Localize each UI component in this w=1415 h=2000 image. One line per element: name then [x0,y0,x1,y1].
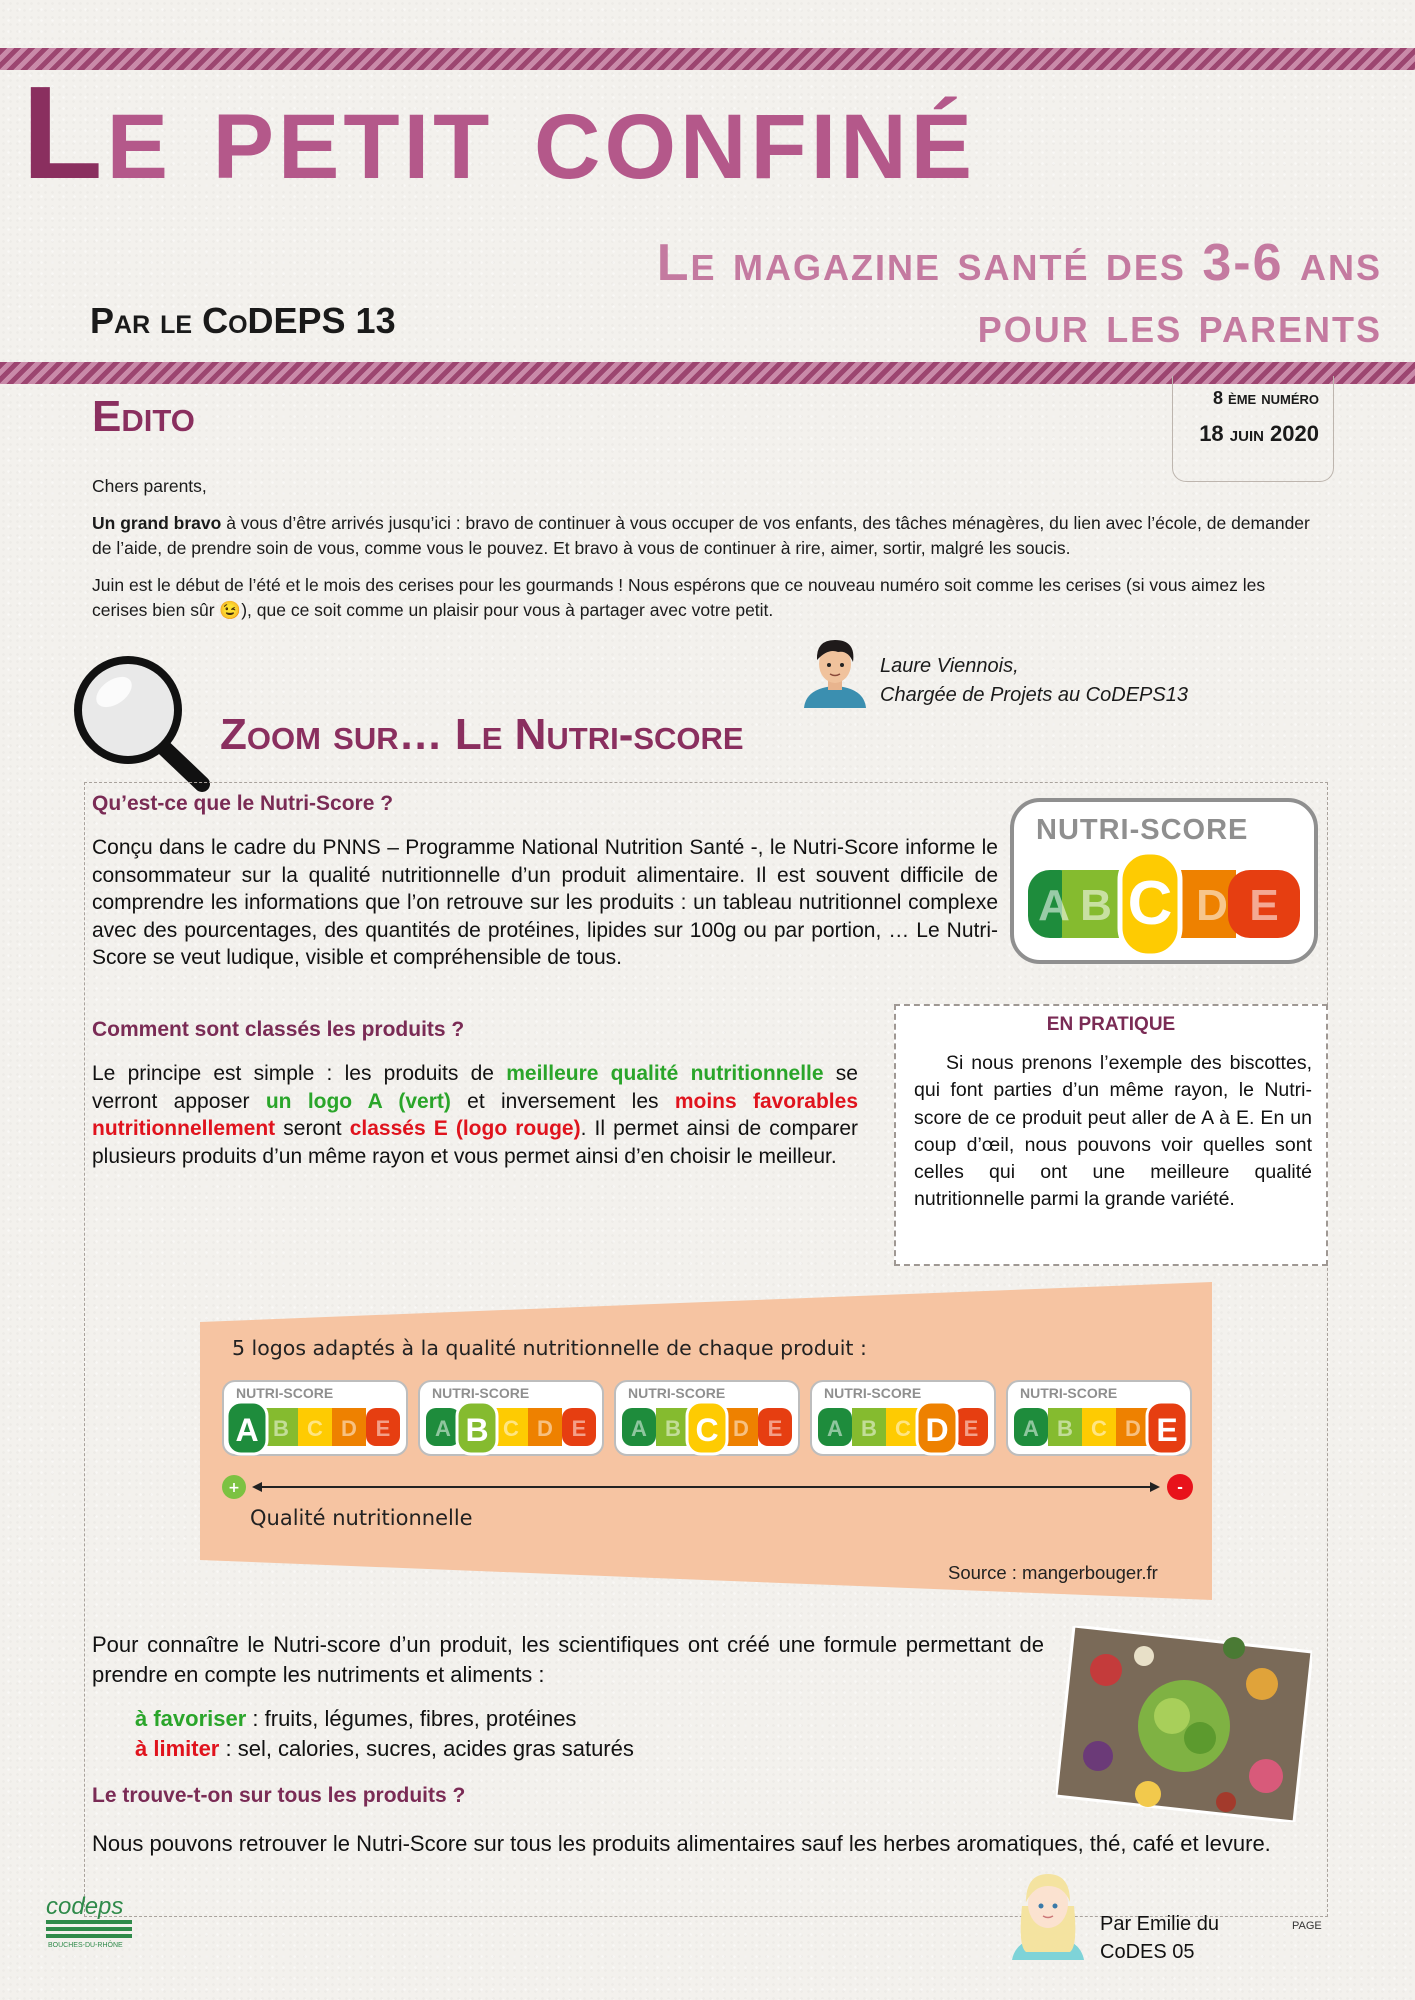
svg-text:B: B [1080,881,1112,930]
panel-title: 5 logos adaptés à la qualité nutritionnelle de chaque produit : [232,1336,867,1360]
wink-emoji: 😉 [219,600,242,620]
svg-text:D: D [1196,881,1228,930]
quality-axis-label: Qualité nutritionnelle [250,1506,473,1530]
en-pratique-box [894,1004,1328,1266]
nutriscore-scale-graphic [1024,846,1306,958]
svg-text:E: E [1249,881,1279,930]
question-availability: Le trouve-t-on sur tous les produits ? [92,1784,466,1807]
magnifier-icon [68,652,210,792]
availability-text: Nous pouvons retrouver le Nutri-Score sur tous les produits alimentaires sauf les herbes aromatiques, thé, café et levure. [92,1831,1271,1856]
magazine-title: Le petit confiné [22,59,977,206]
author-avatar-icon [800,634,870,708]
mini-logo-letter: A [435,1416,451,1441]
list-limiter: à limiter : sel, calories, sucres, acides gras saturés [135,1736,634,1761]
mini-logo-letter: A [1023,1416,1039,1441]
en-pratique-title: EN PRATIQUE [1046,1014,1176,1035]
mini-logo-letter: D [925,1412,949,1448]
issue-number: 8 ème numéro [1213,388,1319,408]
edito-greeting: Chers parents, [92,476,207,496]
quality-axis [212,1472,1202,1502]
mini-logo-letter: D [1125,1416,1141,1441]
mini-logo-label: NUTRI-SCORE [1020,1385,1118,1401]
mini-logo-letter: C [695,1412,719,1448]
mini-logo-letter: D [341,1416,357,1441]
issue-info [1172,376,1334,482]
mini-logo-label: NUTRI-SCORE [432,1385,530,1401]
nutriscore-highlight-letter: C [1127,869,1173,938]
mini-logo-letter: E [963,1416,979,1441]
edito-title: Edito [92,392,195,441]
question-what-is-nutriscore: Qu’est-ce que le Nutri-Score ? [92,792,394,815]
issue-date: 18 juin 2020 [1199,421,1319,446]
edito-signature: Laure Viennois, Chargée de Projets au CoDEPS13 [880,655,1188,706]
mini-logo-letter: E [1156,1412,1178,1448]
nutriscore-logo-d [810,1380,998,1458]
nutriscore-logo-c [614,1380,802,1458]
mini-logo-letter: E [375,1416,391,1441]
nutriscore-definition: Conçu dans le cadre du PNNS – Programme National Nutrition Santé -, le Nutri-Score informe le consommateur sur la qualité nutritionnelle d’un produit alimentaire. Il est souvent difficile de comprendre les informations que l’on retrouve sur les produits : un tableau nutritionnel complexe avec des pourcentages, des quantités de protéines, lipides sur 100g ou par portion, … Le Nutri-Score se veut ludique, visible et compréhensible de tous. [92,836,998,969]
en-pratique-text: Si nous prenons l’exemple des biscottes, qui font parties d’un même rayon, le Nutri-score de ce produit peut aller de A à E. En un coup d’œil, nous pouvons voir quelles sont celles qui ont une meilleure qualité nutritionnelle parmi la grande variété. [914,1052,1312,1211]
mini-logo-letter: B [665,1416,681,1441]
mini-logo-letter: E [571,1416,587,1441]
mini-logo-letter: E [767,1416,783,1441]
author-avatar-female-icon [1008,1866,1088,1960]
question-classification: Comment sont classés les produits ? [92,1018,465,1041]
mini-logo-label: NUTRI-SCORE [628,1385,726,1401]
classification-text: Le principe est simple : les produits de meilleure qualité nutritionnelle se verront apposer un logo A (vert) et inversement les moins favorables nutritionnellement seront classés E (logo rouge). Il permet ainsi de comparer plusieurs produits d’un même rayon et vous permet ainsi d’en choisir le meilleur. [92,1062,859,1168]
nutriscore-logo-c [1010,798,1318,964]
mini-logo-letter: D [537,1416,553,1441]
svg-text:codeps: codeps [46,1893,124,1920]
minus-sign: - [1177,1480,1183,1496]
formula-text: Pour connaître le Nutri-score d’un produit, les scientifiques ont créé une formule permettant de prendre en compte les nutriments et aliments : [92,1632,1044,1687]
mini-logo-letter: B [861,1416,877,1441]
nutriscore-logo-e [1006,1380,1194,1458]
nutriscore-logo-a [222,1380,410,1458]
svg-text:A: A [1038,881,1070,930]
nutriscore-logo-label: NUTRI-SCORE [1036,814,1249,846]
mini-logo-label: NUTRI-SCORE [824,1385,922,1401]
edito-paragraph-2: Juin est le début de l’été et le mois des cerises pour les gourmands ! Nous espérons que ce nouveau numéro soit comme les cerises (si vous aimez les cerises bien sûr 😉), que ce soit comme un plaisir pour vous à partager avec votre petit. [92,575,1266,620]
mini-logo-letter: B [465,1412,489,1448]
source-credit: Source : mangerbouger.fr [948,1562,1158,1583]
mini-logo-letter: B [1057,1416,1073,1441]
mini-logo-letter: A [827,1416,843,1441]
list-favoriser: à favoriser : fruits, légumes, fibres, protéines [135,1706,577,1731]
article-author: Par Emilie du CoDES 05 [1100,1913,1219,1963]
mini-logo-letter: B [273,1416,289,1441]
mini-logo-letter: C [895,1416,911,1441]
vegetables-photo [1056,1626,1312,1822]
mini-logo-label: NUTRI-SCORE [236,1385,334,1401]
zoom-section-title: Zoom sur… Le Nutri-score [220,710,744,759]
byline: Par le CoDEPS 13 [90,300,396,341]
codeps-logo [44,1892,136,1950]
plus-sign: + [228,1480,240,1496]
svg-text:BOUCHES-DU-RHÔNE: BOUCHES-DU-RHÔNE [48,1942,123,1949]
mini-logo-letter: A [631,1416,647,1441]
magazine-subtitle: Le magazine santé des 3-6 ans pour les parents [656,234,1382,354]
page-label: PAGE [1292,1920,1322,1932]
mini-logo-letter: C [1091,1416,1107,1441]
nutriscore-logo-b [418,1380,606,1458]
edito-paragraph-1: Un grand bravo à vous d’être arrivés jusqu’ici : bravo de continuer à vous occuper de vos enfants, des tâches ménagères, du lien avec l’école, de demander de l’aide, de prendre soin de vous, comme vous le pouvez. Et bravo à vous de continuer à rire, aimer, sortir, malgré les soucis. [92,513,1310,558]
mini-logo-letter: C [503,1416,519,1441]
mini-logo-letter: D [733,1416,749,1441]
mini-logo-letter: C [307,1416,323,1441]
edito-text [92,474,1312,635]
mini-logo-letter: A [235,1412,259,1448]
